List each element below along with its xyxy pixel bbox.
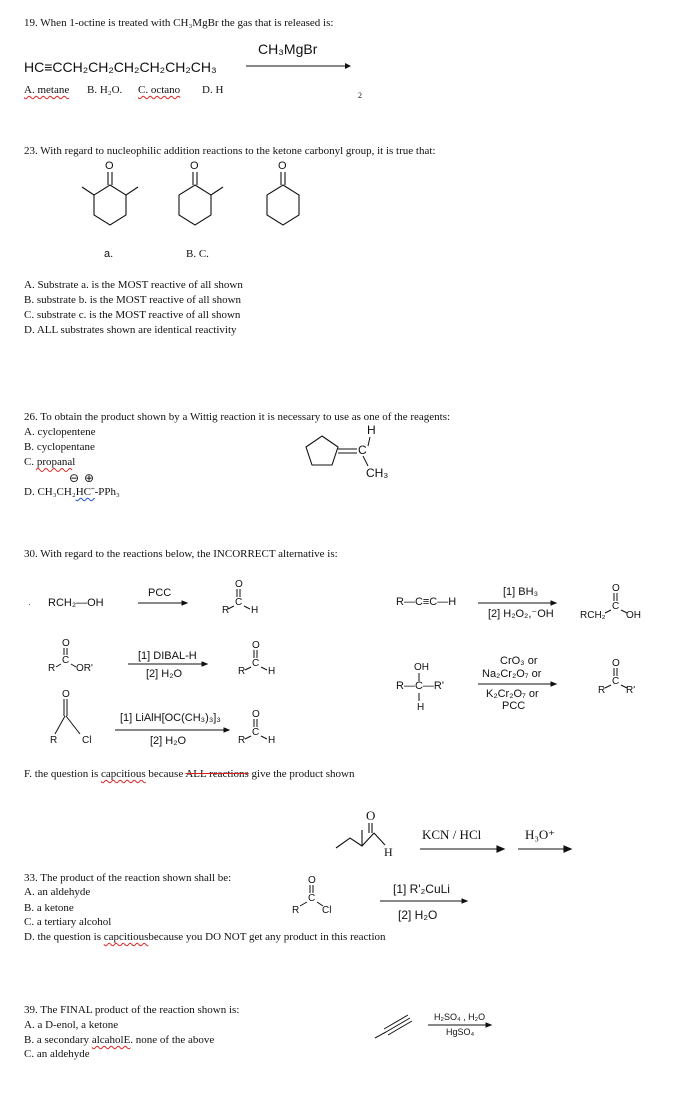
q33-struct-cl: Cl	[322, 905, 332, 916]
q26-option-d: D. CH₃CH₂HCˉ-PPh₃	[24, 486, 120, 498]
q30-r2-o: O	[62, 638, 70, 649]
q33-option-b: B. a ketone	[24, 902, 74, 914]
q30-r5-rcr: R—C—R'	[396, 680, 444, 692]
q30-r5-pr2: R'	[626, 685, 636, 696]
q30-r2-ph: H	[268, 666, 276, 677]
q33-struct-c: C	[308, 893, 316, 904]
q26-question: 26. To obtain the product shown by a Wittig reaction it is necessary to use as one of the reagents:	[24, 411, 451, 423]
q26-option-c: C. propanal	[24, 456, 76, 468]
q33-option-c: C. a tertiary alcohol	[24, 916, 112, 928]
q30-r5-reagent3: K₂Cr₂O₇ or	[486, 688, 539, 700]
q30-r2-c: C	[62, 655, 70, 666]
q33-struct-o: O	[308, 875, 316, 886]
q23-atom-o-b: O	[190, 160, 199, 172]
q30-r4-reagent1: [1] BH₃	[503, 586, 539, 598]
q30-option-f: F. the question is capcitious because ALL reactions give the product shown	[24, 768, 355, 780]
q23-option-c: C. substrate c. is the MOST reactive of all shown	[24, 309, 241, 321]
q23-label-a: a.	[104, 248, 114, 260]
q30-r5-h: H	[417, 702, 425, 713]
q30-r4-rch2: RCH₂	[580, 610, 606, 621]
q30-r2-pc: C	[252, 658, 260, 669]
q23-question: 23. With regard to nucleophilic addition reactions to the ketone carbonyl group, it is true that:	[24, 145, 436, 157]
q30-r5-reagent2: Na₂Cr₂O₇ or	[482, 668, 542, 680]
q26-option-a: A. cyclopentene	[24, 426, 96, 438]
q30-r3-cl: Cl	[82, 735, 92, 746]
q19-subscript-2: 2	[358, 91, 362, 100]
q30-r3-ph: H	[268, 735, 276, 746]
q23-atom-o-a: O	[105, 160, 114, 172]
q39-question: 39. The FINAL product of the reaction shown is:	[24, 1004, 240, 1016]
q30-r1-dot: ·	[28, 600, 31, 609]
q30-r4-reagent2: [2] H₂O₂,⁻OH	[488, 608, 554, 620]
q39-option-c: C. an aldehyde	[24, 1048, 90, 1060]
q30-r2-reagent2: [2] H₂O	[146, 668, 183, 680]
q30-r1-r: R	[222, 605, 230, 616]
q23-label-bc: B. C.	[186, 248, 209, 260]
q39-option-a: A. a D-enol, a ketone	[24, 1019, 119, 1031]
q30-r1-o: O	[235, 579, 243, 590]
q30-kcn-reagent: KCN / HCl	[422, 827, 482, 842]
q30-r4-oh: OH	[626, 610, 641, 621]
q30-r3-po: O	[252, 709, 260, 720]
q30-r5-reagent4: PCC	[502, 700, 526, 712]
q30-r3-pr: R	[238, 735, 246, 746]
q30-r4-po: O	[612, 583, 620, 594]
q26-struct-ch3: CH₃	[366, 466, 389, 480]
q19-substrate: HC≡CCH₂CH₂CH₂CH₂CH₂CH₃	[24, 59, 217, 75]
q30-r2-r: R	[48, 663, 56, 674]
q30-question: 30. With regard to the reactions below, the INCORRECT alternative is:	[24, 548, 338, 560]
q30-r4-reactant: R—C≡C—H	[396, 596, 457, 608]
q19-option-d: D. H	[202, 84, 224, 96]
q33-struct-r: R	[292, 905, 300, 916]
q26-struct-c: C	[358, 443, 367, 457]
q33-option-a: A. an aldehyde	[24, 886, 91, 898]
q30-r3-reagent2: [2] H₂O	[150, 735, 187, 747]
q30-r3-r: R	[50, 735, 58, 746]
q30-aldehyde-o: O	[366, 808, 376, 823]
q30-r3-pc: C	[252, 727, 260, 738]
q26-option-b: B. cyclopentane	[24, 441, 95, 453]
q30-h3o-reagent: H₃O⁺	[525, 827, 556, 842]
q30-r5-pc: C	[612, 676, 620, 687]
q30-r5-po: O	[612, 658, 620, 669]
q30-r1-reagent: PCC	[148, 587, 172, 599]
q30-r1-h: H	[251, 605, 259, 616]
q26-charge-plus: ⊕	[84, 471, 95, 485]
q30-r1-c: C	[235, 597, 243, 608]
q19-question: 19. When 1-octine is treated with CH₃MgBr the gas that is released is:	[24, 17, 334, 29]
q33-question: 33. The product of the reaction shown shall be:	[24, 872, 232, 884]
q19-reagent: CH₃MgBr	[258, 41, 318, 57]
q19-option-b: B. H₂O.	[87, 84, 123, 96]
q33-reagent2: [2] H₂O	[398, 908, 438, 922]
q39-reagent2: HgSO₄	[446, 1027, 475, 1037]
q33-reagent1: [1] R'₂CuLi	[393, 882, 450, 896]
q19-option-c: C. octano	[138, 84, 181, 96]
q30-r4-pc: C	[612, 601, 620, 612]
q30-r5-oh: OH	[414, 662, 429, 673]
q26-charge-minus: ⊖	[69, 471, 80, 485]
q30-r2-or: OR'	[76, 663, 93, 674]
q39-option-b: B. a secondary alcaholE. none of the above	[24, 1034, 215, 1046]
q30-r3-o: O	[62, 689, 70, 700]
q26-struct-h: H	[367, 423, 376, 437]
q30-r3-reagent1: [1] LiAlH[OC(CH₃)₃]₃	[120, 712, 221, 724]
q30-r2-pr: R	[238, 666, 246, 677]
q23-option-b: B. substrate b. is the MOST reactive of all shown	[24, 294, 242, 306]
q30-r5-pr: R	[598, 685, 606, 696]
q23-option-a: A. Substrate a. is the MOST reactive of all shown	[24, 279, 243, 291]
q30-r2-po: O	[252, 640, 260, 651]
q30-r2-reagent1: [1] DIBAL-H	[138, 650, 197, 662]
q33-option-d: D. the question is capcitiousbecause you DO NOT get any product in this reaction	[24, 931, 386, 943]
q30-r5-reagent1: CrO₃ or	[500, 655, 538, 667]
q23-atom-o-c: O	[278, 160, 287, 172]
q30-r1-reactant: RCH₂—OH	[48, 597, 104, 609]
q19-option-a: A. metane	[24, 84, 70, 96]
q30-aldehyde-h: H	[384, 845, 393, 859]
q23-option-d: D. ALL substrates shown are identical reactivity	[24, 324, 237, 336]
q39-reagent1: H₂SO₄ , H₂O	[434, 1012, 486, 1022]
